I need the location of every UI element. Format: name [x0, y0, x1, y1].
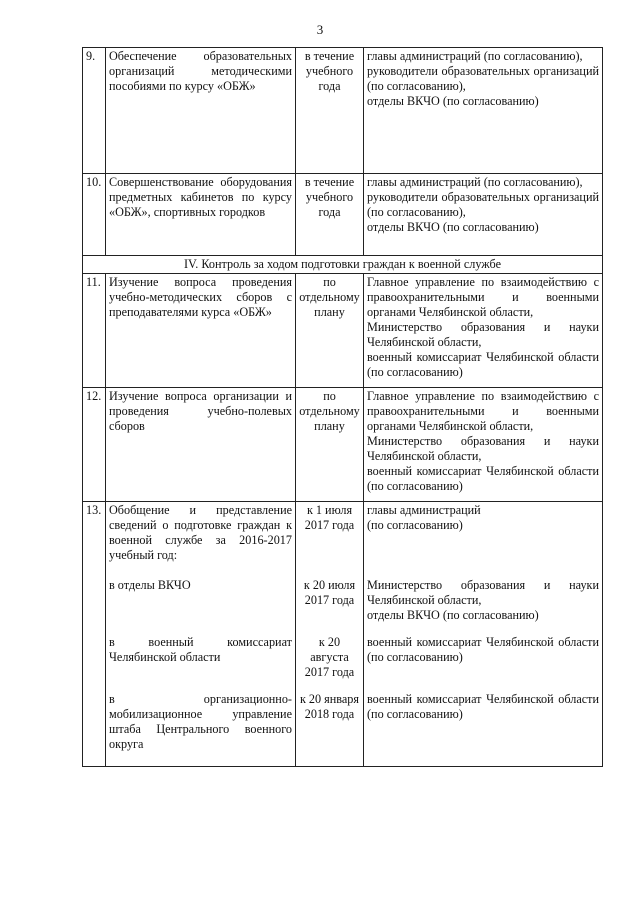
- page-number: 3: [316, 22, 324, 37]
- executors-cell: [364, 388, 603, 502]
- activity-cell: Совершенствование оборудования предметных кабинетов по курсу «ОБЖ», спортивных городков: [106, 174, 296, 256]
- executor-line: военный комиссариат Челябинской области (по согласованию): [367, 350, 599, 379]
- executor-line: военный комиссариат Челябинской области (по согласованию): [367, 635, 599, 664]
- term-cell: в течение учебного года: [296, 174, 364, 256]
- table-row: [83, 502, 603, 767]
- term-part: к 1 июля 2017 года: [304, 503, 355, 532]
- term-cell: по отдельному плану: [296, 388, 364, 502]
- executor-group: [367, 692, 599, 722]
- table-row: [83, 174, 603, 256]
- row-number: 11.: [83, 274, 106, 388]
- executor-line: (по согласованию): [367, 518, 463, 532]
- activity-cell: [106, 502, 296, 767]
- executors-cell: [364, 48, 603, 174]
- executor-line: руководители образовательных организаций (по согласованию),: [367, 64, 599, 93]
- row-number: 13.: [83, 502, 106, 767]
- executor-line: отделы ВКЧО (по согласованию): [367, 220, 539, 234]
- executor-line: Главное управление по взаимодействию с правоохранительными и военными органами Челябинской области,: [367, 275, 599, 319]
- executor-line: военный комиссариат Челябинской области (по согласованию): [367, 464, 599, 493]
- executors-cell: [364, 174, 603, 256]
- executor-line: главы администраций (по согласованию),: [367, 175, 583, 189]
- plan-table: [82, 47, 603, 767]
- executor-line: Министерство образования и науки Челябинской области,: [367, 320, 599, 349]
- executor-line: военный комиссариат Челябинской области (по согласованию): [367, 692, 599, 721]
- term-cell: в течение учебного года: [296, 48, 364, 174]
- term-part: к 20 января 2018 года: [299, 692, 360, 721]
- executor-group: [367, 635, 599, 692]
- row-number: 9.: [83, 48, 106, 174]
- activity-cell: Изучение вопроса организации и проведения учебно-полевых сборов: [106, 388, 296, 502]
- table-row: [83, 388, 603, 502]
- executor-line: главы администраций: [367, 503, 481, 517]
- row-number: 10.: [83, 174, 106, 256]
- activity-cell: Изучение вопроса проведения учебно-методических сборов с преподавателями курса «ОБЖ»: [106, 274, 296, 388]
- term-part: к 20 августа 2017 года: [304, 635, 355, 679]
- table-row: [83, 48, 603, 174]
- table-row: [83, 274, 603, 388]
- executor-group: [367, 503, 599, 578]
- executors-cell: [364, 274, 603, 388]
- activity-part: Обобщение и представление сведений о подготовке граждан к военной службе за 2016-2017 учебный год:: [109, 503, 292, 562]
- executor-line: отделы ВКЧО (по согласованию): [367, 94, 539, 108]
- term-part: к 20 июля 2017 года: [303, 578, 356, 607]
- row-number: 12.: [83, 388, 106, 502]
- executor-group: [367, 578, 599, 635]
- term-cell: по отдельному плану: [296, 274, 364, 388]
- activity-part: в организационно-мобилизационное управление штаба Центрального военного округа: [109, 692, 292, 751]
- executor-line: Министерство образования и науки Челябинской области,: [367, 434, 599, 463]
- section-header-row: [83, 256, 603, 274]
- term-cell: [296, 502, 364, 767]
- executor-line: руководители образовательных организаций (по согласованию),: [367, 190, 599, 219]
- activity-part: в военный комиссариат Челябинской области: [109, 635, 292, 664]
- activity-cell: Обеспечение образовательных организаций методическими пособиями по курсу «ОБЖ»: [106, 48, 296, 174]
- executors-cell: [364, 502, 603, 767]
- executor-line: главы администраций (по согласованию),: [367, 49, 583, 63]
- executor-line: отделы ВКЧО (по согласованию): [367, 608, 539, 622]
- executor-line: Главное управление по взаимодействию с правоохранительными и военными органами Челябинской области,: [367, 389, 599, 433]
- executor-line: Министерство образования и науки Челябинской области,: [367, 578, 599, 607]
- section-title: IV. Контроль за ходом подготовки граждан к военной службе: [83, 256, 603, 274]
- activity-part: в отделы ВКЧО: [109, 578, 191, 592]
